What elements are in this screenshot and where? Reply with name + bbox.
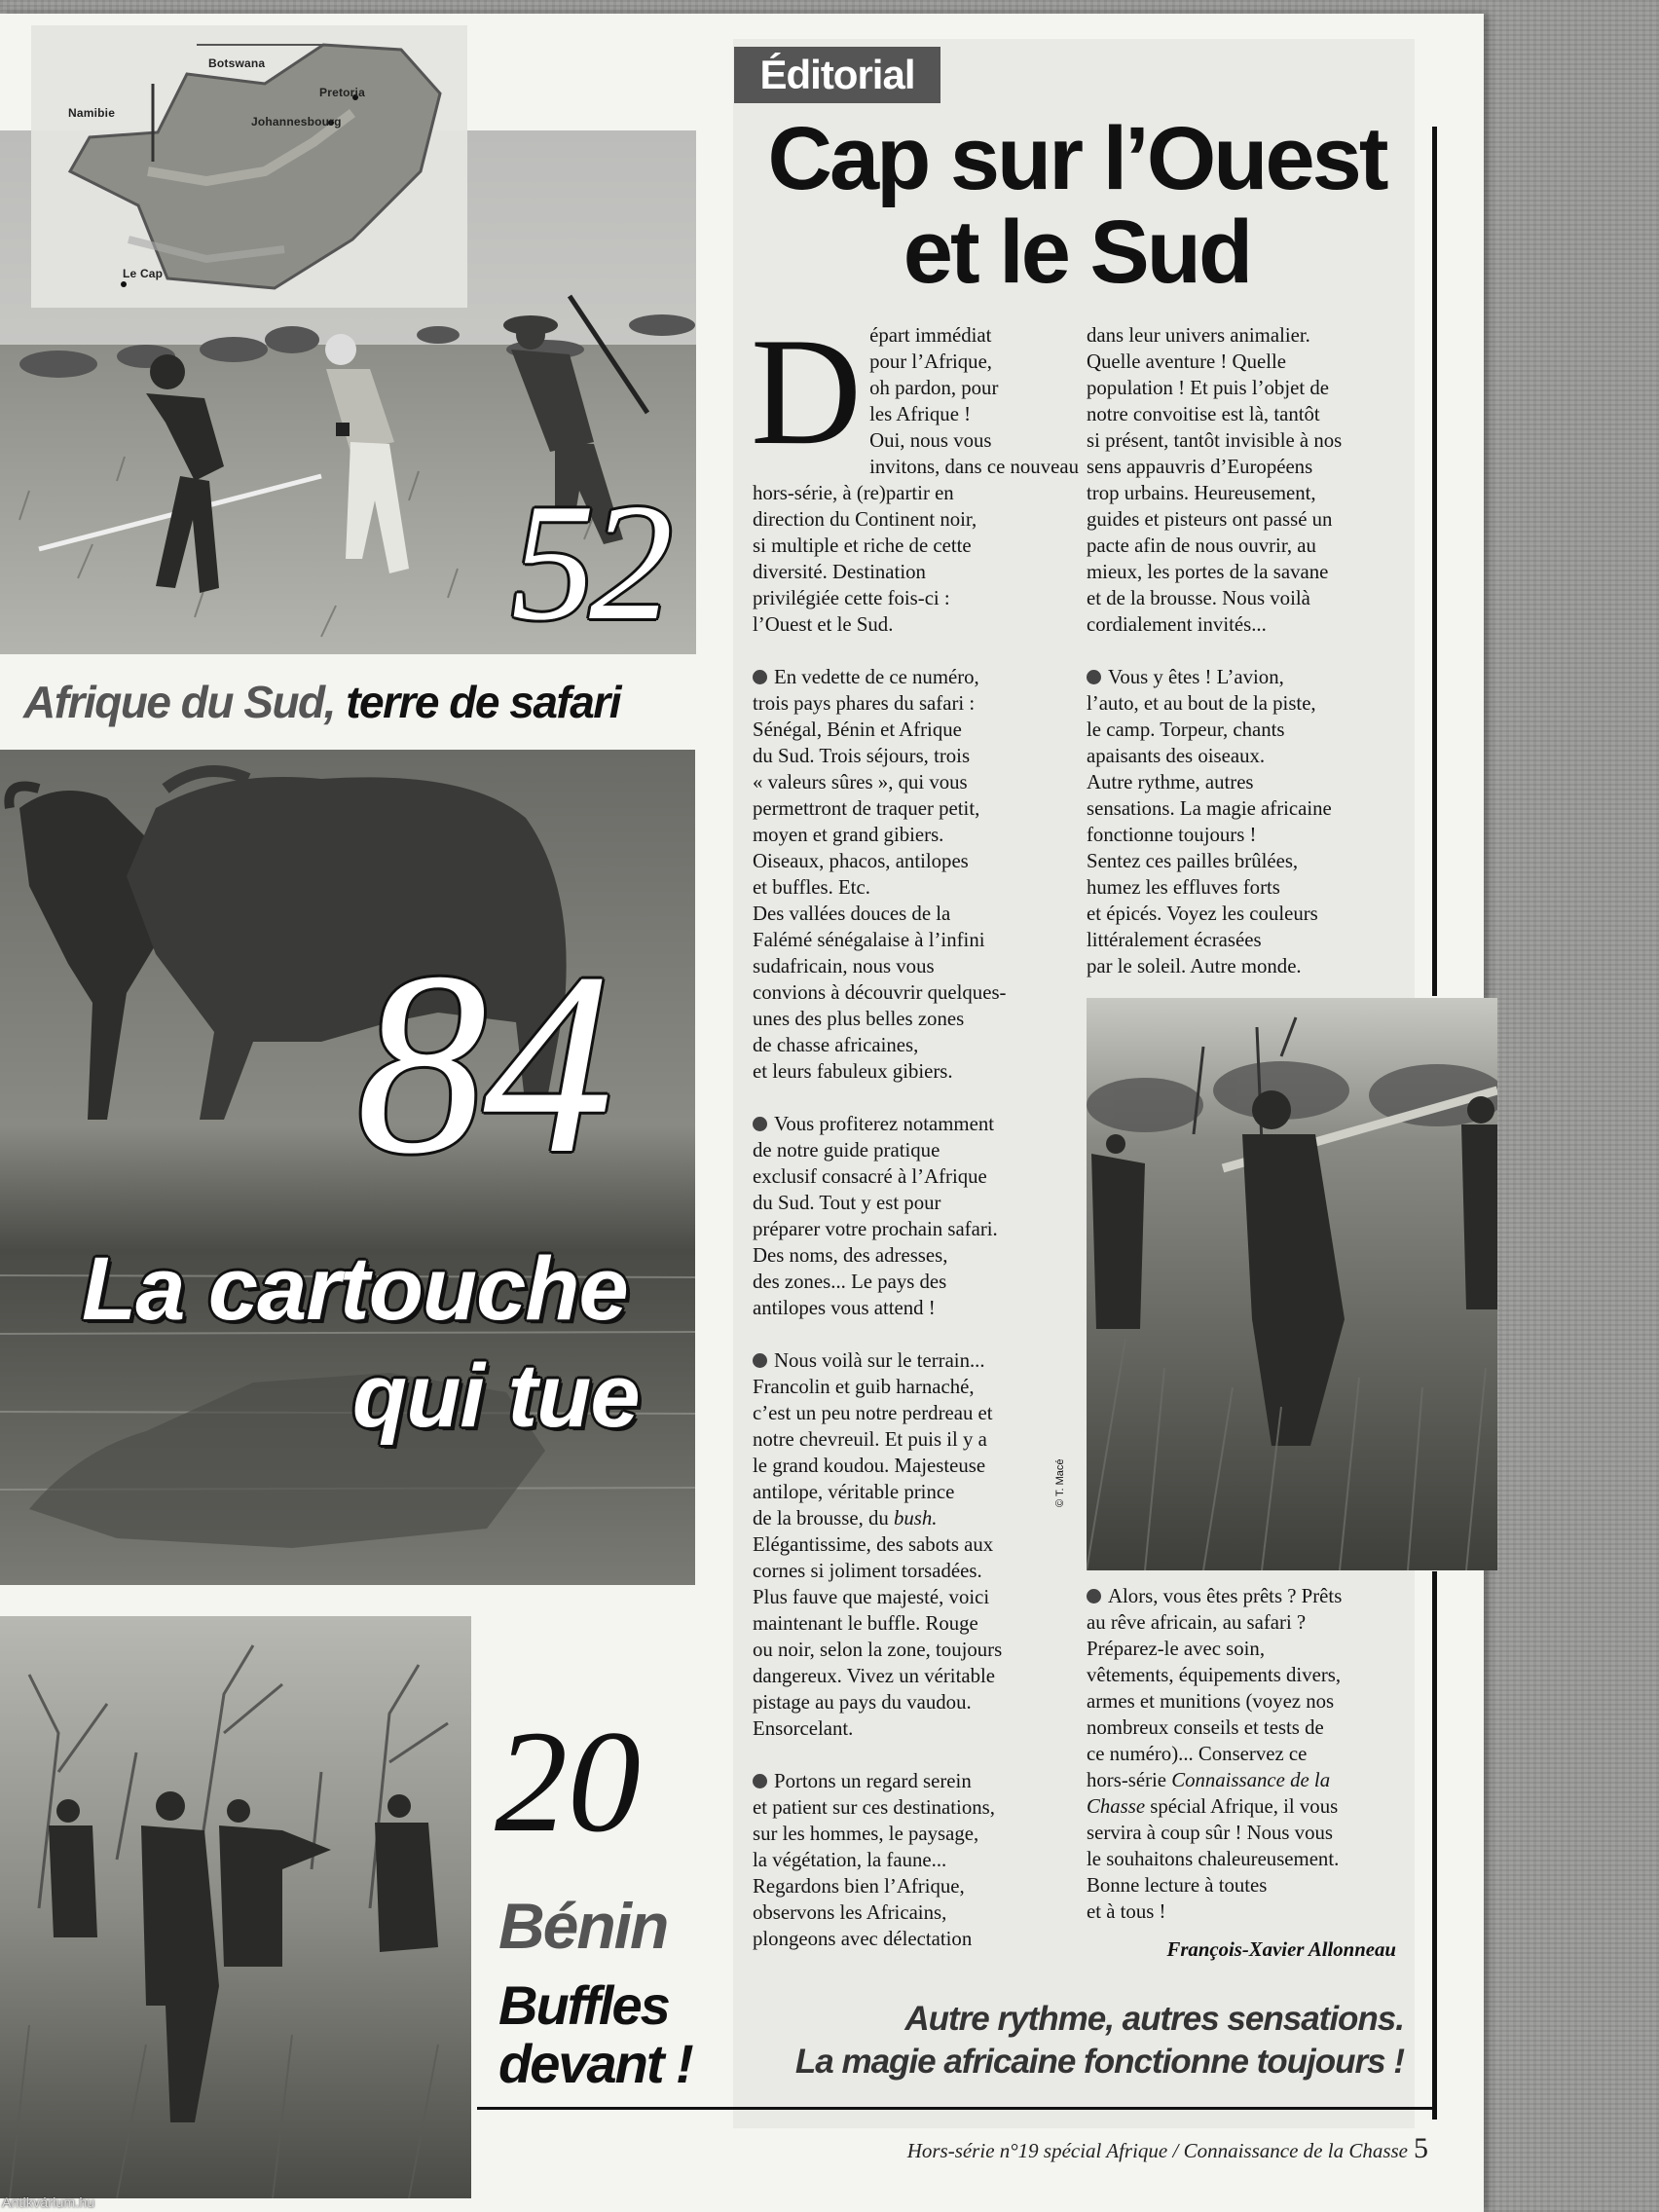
col1-paragraph-3: Vous profiterez notamment de notre guide pratique exclusif consacré à l’Afrique du Sud. Tout y est pour préparer votre prochain safari. Des noms, des adresses, des zones... Le pays des antilopes vous attend ! [753,1113,998,1319]
col1-paragraph-1: D épart immédiat pour l’Afrique, oh pardon, pour les Afrique ! Oui, nous vous invitons, dans ce nouveau hors-série, à (re)partir en direction du Continent noir, si multiple et riche de cette diversité. Destination privilégiée cette fois-ci : l’Ouest et le Sud. [751,307,1079,636]
col1-paragraph-4: Nous voilà sur le terrain... Francolin et guib harnaché, c’est un peu notre perdreau et notre chevreuil. Et puis il y a le grand koudou. Majesteuse antilope, véritable prince de la brousse, du bush. Elégantissime, des sabots aux cornes si joliment torsadées. Plus fauve que majesté, voici maintenant le buffle. Rouge ou noir, selon la zone, toujours dangereux. Vivez un véritable pistage au pays du vaudou. Ensorcelant. [753,1349,1003,1740]
bullet-icon [1087,670,1101,684]
editorial-column-2-bottom [1087,1583,1418,1951]
photo-hunters-brush [0,1616,471,2198]
drop-cap: D [751,307,863,477]
feature-number-20: 20 [495,1701,641,1862]
feature-84-line2: qui tue [352,1346,640,1446]
pull-quote-line1: Autre rythme, autres sensations. [904,2000,1404,2038]
map-label-botswana: Botswana [208,56,266,70]
feature-number-84: 84 [356,918,609,1207]
photo-trackers-tall-grass [1087,998,1497,1570]
caption-52-part1: Afrique du Sud, [23,677,335,727]
feature-20-headline [498,1976,722,2094]
editorial-title-line2: et le Sud [903,203,1251,302]
map-label-pretoria: Pretoria [319,86,365,99]
col2-paragraph-3: Alors, vous êtes prêts ? Prêts au rêve africain, au safari ? Préparez-le avec soin, vêtements, équipements divers, armes et munitions (voyez nos nombreux conseils et tests de ce numéro)... Conservez ce hors-série Connaissance de la Chasse spécial Afrique, il vous servira à coup sûr ! Nous vous le souhaitons chaleureusement. Bonne lecture à toutes et à tous ! [1087,1585,1343,1923]
feature-20-line1: Buffles [498,1974,669,2036]
feature-number-52: 52 [511,470,667,655]
col1-paragraph-2: En vedette de ce numéro, trois pays phares du safari : Sénégal, Bénin et Afrique du Sud. Trois séjours, trois « valeurs sûres », qui vous permettront de traquer petit, moyen et grand gibiers. Oiseaux, phacos, antilopes et buffles. Etc. Des vallées douces de la Falémé sénégalaise à l’infini sudafricain, nous vous convions à découvrir quelques- unes des plus belles zones de chasse africaines, et leurs fabuleux gibiers. [753,666,1007,1083]
editorial-bottom-rule [477,2107,1437,2110]
pull-quote-line2: La magie africaine fonctionne toujours ! [794,2043,1404,2081]
editorial-right-rule-bottom [1432,1571,1437,2120]
watermark: Antikvárium.hu [2,2194,95,2210]
editorial-right-rule-top [1432,127,1437,996]
editorial-column-1 [751,307,1089,1978]
editorial-tag: Éditorial [734,47,940,103]
bullet-icon [753,1117,767,1131]
map-label-le-cap: Le Cap [123,267,164,280]
editorial-title-line1: Cap sur l’Ouest [767,109,1386,208]
bullet-icon [1087,1589,1101,1604]
col2-paragraph-1: dans leur univers animalier. Quelle aventure ! Quelle population ! Et puis l’objet de notre convoitise est là, tantôt si présent, tantôt invisible à nos sens appauvris d’Européens trop urbains. Heureusement, guides et pisteurs ont passé un pacte afin de nous ouvrir, au mieux, les portes de la savane et de la brousse. Nous voilà cordialement invités... [1087,324,1343,636]
bullet-icon [753,670,767,684]
feature-caption-52 [23,668,705,736]
editorial-signature: François-Xavier Allonneau [1166,1938,1396,1961]
footer-folio: Hors-série n°19 spécial Afrique / Connaissance de la Chasse [906,2139,1408,2162]
editorial-title [736,109,1418,302]
editorial-column-2-top [1087,322,1418,1006]
pull-quote [736,1998,1404,2083]
feature-20-line2: devant ! [498,2033,692,2095]
feature-20-country: Bénin [498,1890,668,1962]
col1-paragraph-5: Portons un regard serein et patient sur ces destinations, sur les hommes, le paysage, la végétation, la faune... Regardons bien l’Afrique, observons les Africains, plongeons avec délectation [753,1770,995,1950]
map-label-namibie: Namibie [68,106,116,120]
bullet-icon [753,1774,767,1788]
caption-52-part2: terre de safari [346,677,620,727]
map-label-johannesbourg: Johannesbourg [251,115,342,129]
photo-credit: © T. Macé [1054,1458,1066,1507]
feature-84-line1: La cartouche [82,1239,628,1339]
bullet-icon [753,1353,767,1368]
page-number: 5 [1414,2132,1428,2164]
col2-paragraph-2: Vous y êtes ! L’avion, l’auto, et au bout de la piste, le camp. Torpeur, chants apaisants des oiseaux. Autre rythme, autres sensations. La magie africaine fonctionne toujours ! Sentez ces pailles brûlées, humez les effluves forts et épicés. Voyez les couleurs littéralement écrasées par le soleil. Autre monde. [1087,666,1332,977]
